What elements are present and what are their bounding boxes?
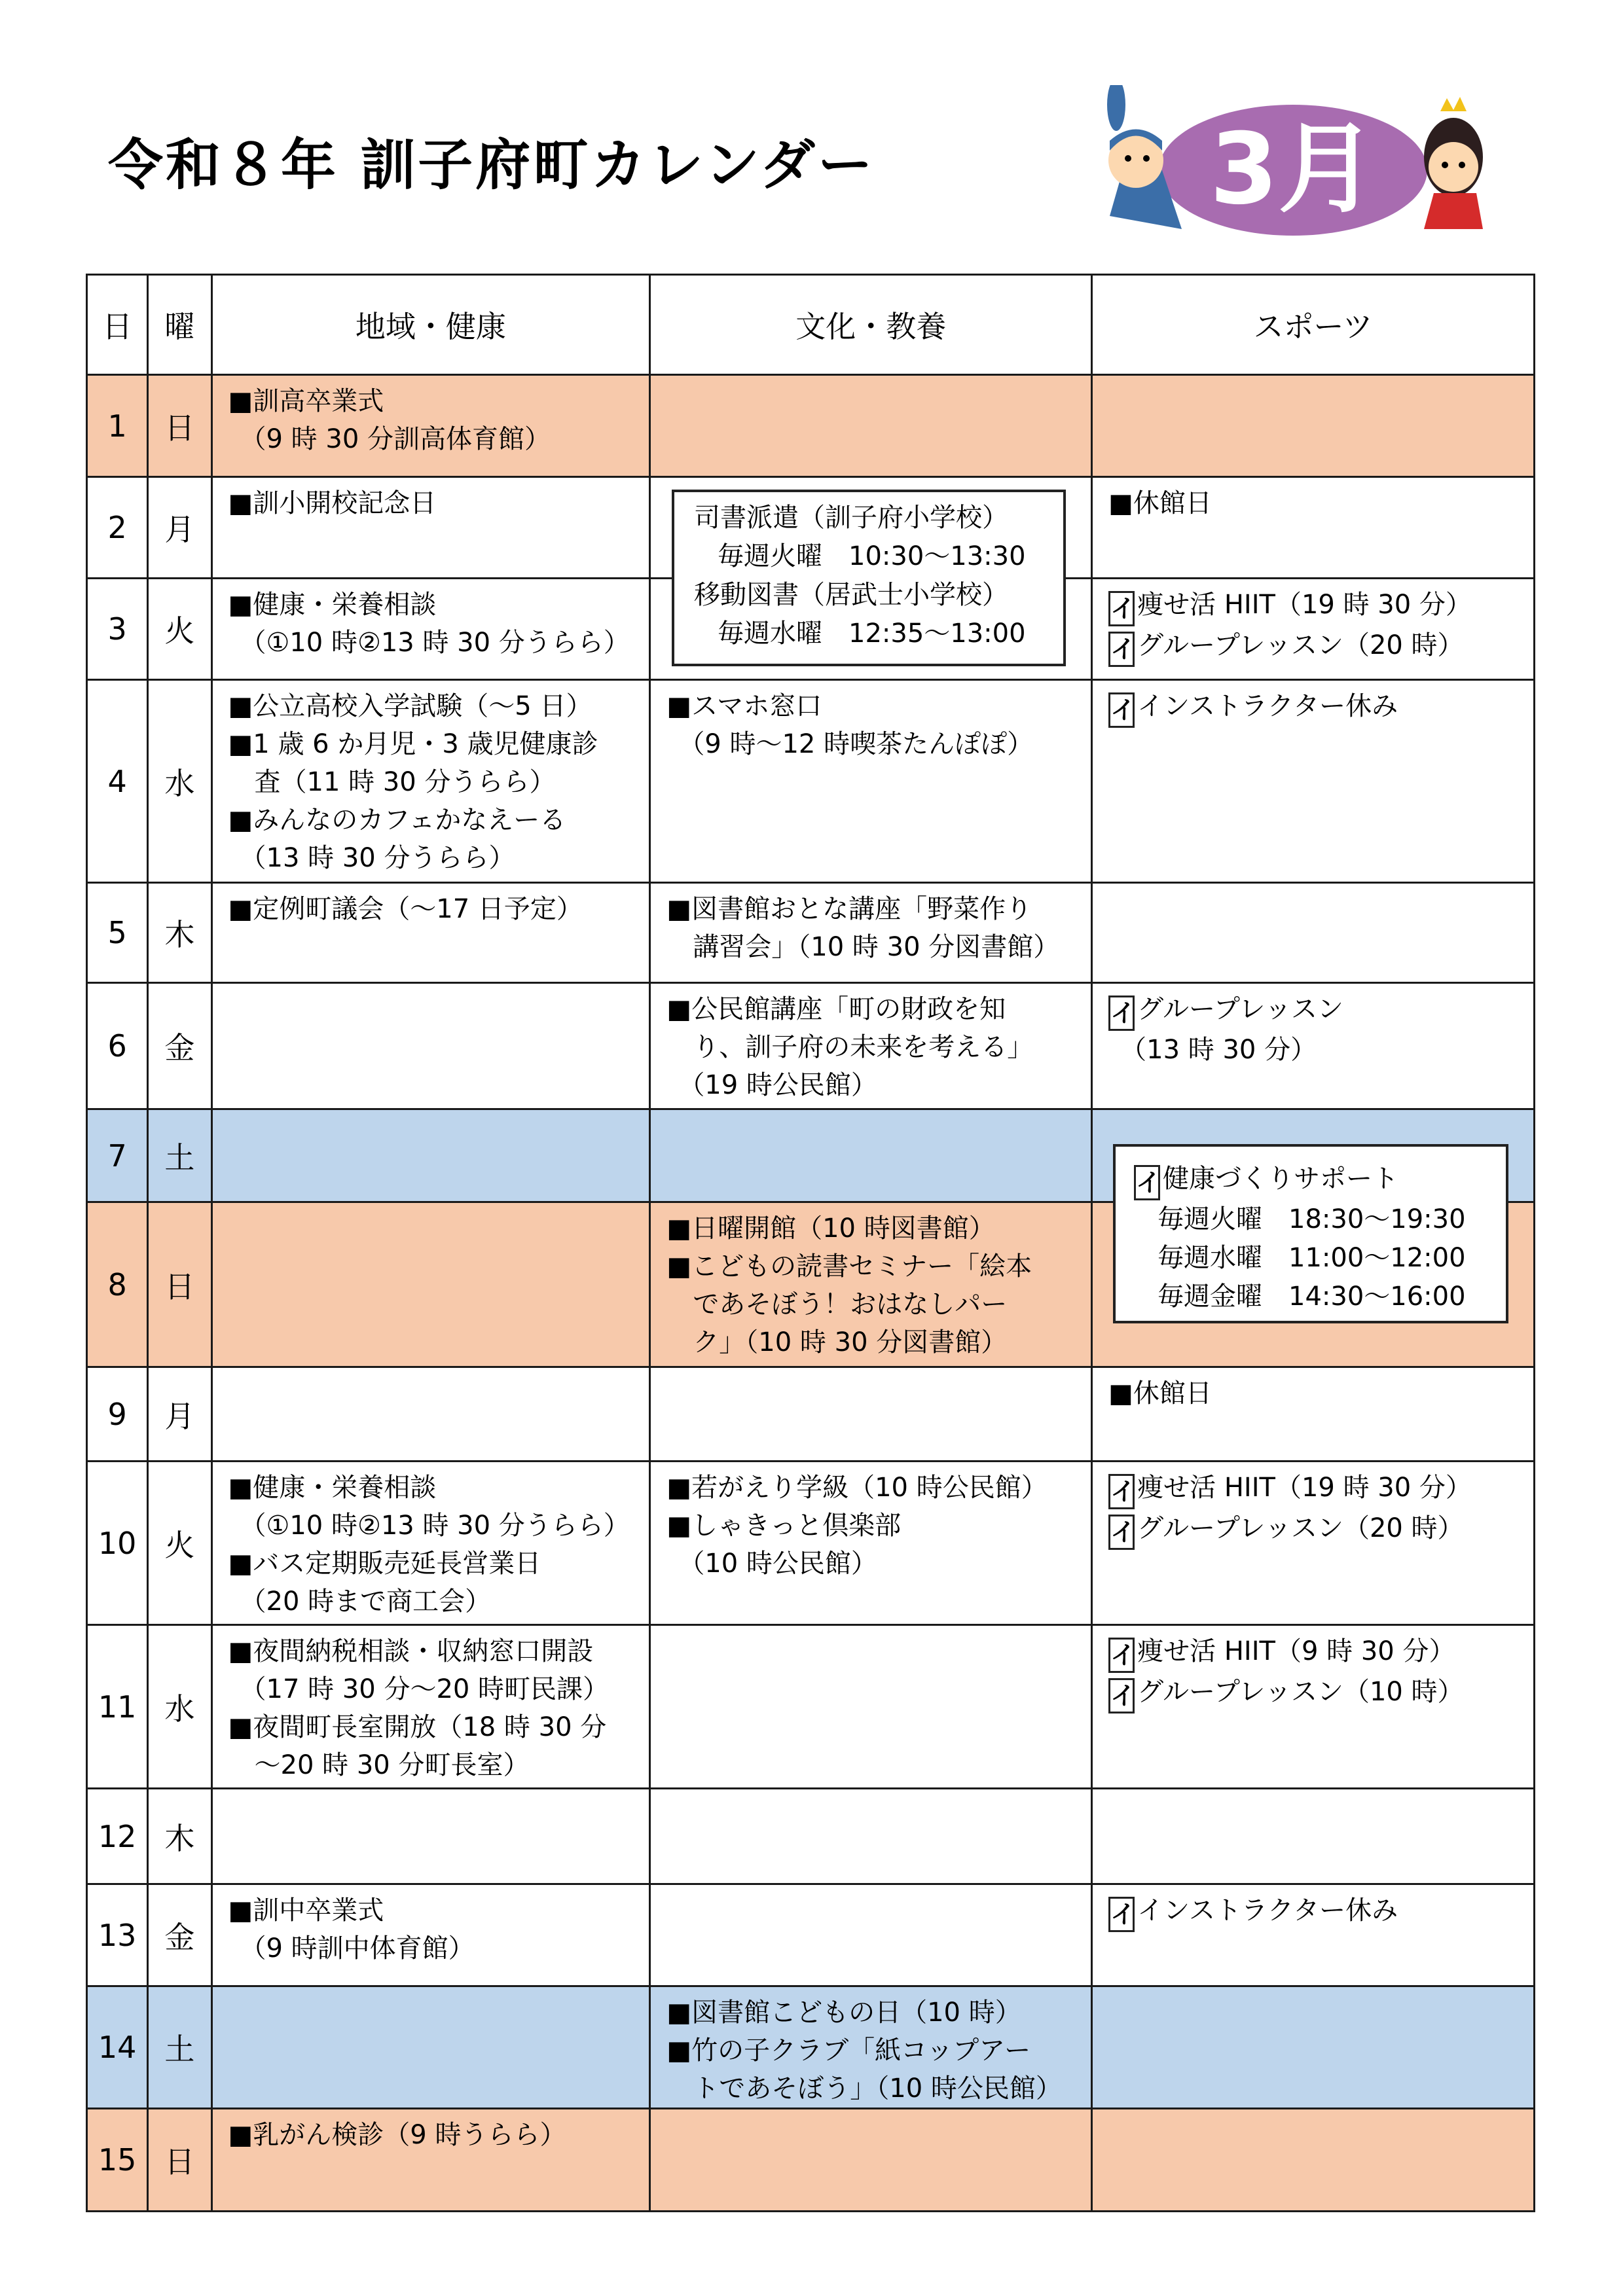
community-cell xyxy=(211,1789,650,1884)
event-text: ■訓中卒業式 xyxy=(228,1895,384,1926)
event-text: ■休館日 xyxy=(1108,1378,1212,1408)
instructor-badge-icon: イ xyxy=(1134,1165,1160,1200)
event-text: 痩せ活 HIIT（19 時 30 分） xyxy=(1137,1473,1472,1503)
day-number: 8 xyxy=(87,1202,148,1367)
event-text: ■乳がん検診（9 時うらら） xyxy=(228,2120,566,2150)
event-detail: であそぼう！おはなしパー xyxy=(693,1289,1008,1319)
sports-cell xyxy=(1092,579,1535,680)
weekday: 土 xyxy=(148,1109,211,1202)
event-text: ■健康・栄養相談 xyxy=(228,590,437,620)
table-row xyxy=(87,1462,1535,1625)
sports-cell xyxy=(1092,1789,1535,1884)
sports-cell xyxy=(1092,680,1535,883)
event-item xyxy=(1108,1469,1524,1509)
library-outreach-callout xyxy=(672,490,1066,666)
event-item xyxy=(228,801,640,877)
community-cell xyxy=(211,1109,650,1202)
culture-cell xyxy=(650,1109,1092,1202)
event-text: ■しゃきっと倶楽部 xyxy=(666,1511,902,1541)
community-cell xyxy=(211,1625,650,1789)
community-cell xyxy=(211,1986,650,2109)
day-number: 6 xyxy=(87,983,148,1109)
day-number: 14 xyxy=(87,1986,148,2109)
event-item xyxy=(1108,586,1524,626)
callout-line: 移動図書（居武士小学校） xyxy=(694,580,1008,610)
event-text: ■休館日 xyxy=(1108,488,1212,518)
event-detail: （17 時 30 分～20 時町民課） xyxy=(240,1674,610,1704)
table-row xyxy=(87,2109,1535,2212)
day-number: 11 xyxy=(87,1625,148,1789)
event-text: グループレッスン（10 時） xyxy=(1137,1677,1464,1707)
event-item xyxy=(228,890,640,928)
instructor-badge-icon: イ xyxy=(1108,1638,1135,1673)
callout-line: 毎週金曜 14:30～16:00 xyxy=(1158,1282,1466,1312)
instructor-badge-icon: イ xyxy=(1108,692,1135,728)
community-cell xyxy=(211,579,650,680)
community-cell xyxy=(211,680,650,883)
event-item xyxy=(666,1210,1082,1247)
event-text: ■こどもの読書セミナー「絵本 xyxy=(666,1251,1032,1282)
header-culture-education: 文化・教養 xyxy=(650,275,1092,375)
event-text: 痩せ活 HIIT（19 時 30 分） xyxy=(1137,590,1472,620)
instructor-badge-icon: イ xyxy=(1108,632,1135,667)
event-item xyxy=(228,1708,640,1784)
community-cell xyxy=(211,883,650,983)
event-text: ■竹の子クラブ「紙コップアー xyxy=(666,2036,1031,2066)
event-detail: （13 時 30 分） xyxy=(1120,1035,1317,1065)
sports-cell xyxy=(1092,983,1535,1109)
event-text: ■健康・栄養相談 xyxy=(228,1473,437,1503)
event-text: ■訓高卒業式 xyxy=(228,386,384,416)
event-item xyxy=(228,2116,640,2154)
month-label: 3月 xyxy=(1209,113,1377,226)
day-number: 15 xyxy=(87,2109,148,2212)
sports-cell xyxy=(1092,1884,1535,1986)
event-item xyxy=(666,1247,1082,1361)
culture-cell xyxy=(650,2109,1092,2212)
community-cell xyxy=(211,1367,650,1462)
weekday: 日 xyxy=(148,1202,211,1367)
event-detail: 講習会」（10 時 30 分図書館） xyxy=(693,932,1060,962)
event-item xyxy=(666,1507,1082,1583)
event-item xyxy=(666,2032,1082,2108)
header-weekday: 曜 xyxy=(148,275,211,375)
day-number: 9 xyxy=(87,1367,148,1462)
event-detail: （9 時 30 分訓高体育館） xyxy=(240,424,551,454)
community-cell xyxy=(211,983,650,1109)
event-text: グループレッスン（20 時） xyxy=(1137,1513,1464,1543)
event-detail: トであそぼう」（10 時公民館） xyxy=(693,2073,1062,2104)
event-text: ■訓小開校記念日 xyxy=(228,488,437,518)
callout-title: 健康づくりサポート xyxy=(1163,1164,1398,1194)
event-item xyxy=(1108,484,1524,522)
callout-line xyxy=(1134,1160,1506,1200)
event-item xyxy=(228,1892,640,1967)
event-text: ■図書館こどもの日（10 時） xyxy=(666,1998,1021,2028)
header-row xyxy=(87,275,1535,375)
sports-cell xyxy=(1092,1625,1535,1789)
event-detail: （①10 時②13 時 30 分うらら） xyxy=(240,1511,630,1541)
callout-line: 毎週火曜 18:30～19:30 xyxy=(1158,1204,1466,1234)
weekday: 水 xyxy=(148,680,211,883)
weekday: 日 xyxy=(148,2109,211,2212)
event-text: ■日曜開館（10 時図書館） xyxy=(666,1213,995,1244)
sports-cell xyxy=(1092,375,1535,477)
weekday: 水 xyxy=(148,1625,211,1789)
day-number: 2 xyxy=(87,477,148,579)
event-item xyxy=(666,1994,1082,2032)
weekday: 金 xyxy=(148,1884,211,1986)
community-cell xyxy=(211,1884,650,1986)
weekday: 土 xyxy=(148,1986,211,2109)
event-item xyxy=(228,484,640,522)
day-number: 12 xyxy=(87,1789,148,1884)
sports-cell xyxy=(1092,477,1535,579)
instructor-badge-icon: イ xyxy=(1108,1897,1135,1932)
event-detail: （20 時まで商工会） xyxy=(240,1587,492,1617)
event-text: ■公民館講座「町の財政を知 xyxy=(666,994,1006,1024)
event-text: ■公立高校入学試験（～5 日） xyxy=(228,691,593,721)
culture-cell xyxy=(650,1202,1092,1367)
header-day: 日 xyxy=(87,275,148,375)
event-detail: （13 時 30 分うらら） xyxy=(240,843,515,873)
event-detail: （9 時訓中体育館） xyxy=(240,1933,475,1964)
female-doll-icon xyxy=(1424,97,1483,229)
callout-line: 毎週水曜 12:35～13:00 xyxy=(718,619,1026,649)
weekday: 月 xyxy=(148,1367,211,1462)
event-detail: ク」（10 時 30 分図書館） xyxy=(693,1327,1008,1357)
table-row xyxy=(87,1367,1535,1462)
sports-cell xyxy=(1092,1367,1535,1462)
community-cell xyxy=(211,375,650,477)
event-text: インストラクター休み xyxy=(1137,691,1398,721)
sports-cell xyxy=(1092,1462,1535,1625)
event-item xyxy=(228,1545,640,1621)
table-row xyxy=(87,1986,1535,2109)
weekday: 木 xyxy=(148,1789,211,1884)
event-text: ■夜間納税相談・収納窓口開設 xyxy=(228,1636,594,1666)
event-text: ■みんなのカフェかなえーる xyxy=(228,805,566,835)
culture-cell xyxy=(650,1789,1092,1884)
weekday: 日 xyxy=(148,375,211,477)
event-item xyxy=(1108,990,1524,1069)
event-detail: （19 時公民館） xyxy=(678,1070,877,1100)
event-item xyxy=(1108,1632,1524,1673)
culture-cell xyxy=(650,1625,1092,1789)
event-text: 痩せ活 HIIT（9 時 30 分） xyxy=(1137,1636,1455,1666)
event-detail: （10 時公民館） xyxy=(678,1549,877,1579)
table-row xyxy=(87,375,1535,477)
instructor-badge-icon: イ xyxy=(1108,1678,1135,1713)
table-row xyxy=(87,1789,1535,1884)
event-item xyxy=(666,687,1082,763)
event-text: ■1 歳 6 か月児・3 歳児健康診 xyxy=(228,729,598,759)
table-row xyxy=(87,883,1535,983)
event-text: ■定例町議会（～17 日予定） xyxy=(228,894,583,924)
table-row xyxy=(87,1884,1535,1986)
event-item xyxy=(228,586,640,662)
culture-cell xyxy=(650,1367,1092,1462)
event-detail: 査（11 時 30 分うらら） xyxy=(254,767,556,797)
event-text: ■夜間町長室開放（18 時 30 分 xyxy=(228,1712,607,1742)
weekday: 木 xyxy=(148,883,211,983)
instructor-badge-icon: イ xyxy=(1108,1474,1135,1509)
header-community-health: 地域・健康 xyxy=(211,275,650,375)
day-number: 3 xyxy=(87,579,148,680)
table-row xyxy=(87,680,1535,883)
event-detail: （①10 時②13 時 30 分うらら） xyxy=(240,628,630,658)
table-row xyxy=(87,983,1535,1109)
culture-cell xyxy=(650,1884,1092,1986)
weekday: 火 xyxy=(148,1462,211,1625)
community-cell xyxy=(211,2109,650,2212)
community-cell xyxy=(211,1462,650,1625)
callout-line: 司書派遣（訓子府小学校） xyxy=(694,503,1008,533)
event-item xyxy=(228,725,640,801)
event-text: ■バス定期販売延長営業日 xyxy=(228,1549,541,1579)
weekday: 金 xyxy=(148,983,211,1109)
weekday: 月 xyxy=(148,477,211,579)
event-text: ■図書館おとな講座「野菜作り xyxy=(666,894,1032,924)
day-number: 4 xyxy=(87,680,148,883)
culture-cell xyxy=(650,983,1092,1109)
sports-cell xyxy=(1092,883,1535,983)
instructor-badge-icon: イ xyxy=(1108,591,1135,626)
day-number: 5 xyxy=(87,883,148,983)
callout-line: 毎週火曜 10:30～13:30 xyxy=(718,541,1026,571)
event-item xyxy=(666,990,1082,1104)
day-number: 7 xyxy=(87,1109,148,1202)
event-item xyxy=(666,1469,1082,1507)
month-badge-illustration xyxy=(1090,85,1496,249)
culture-cell xyxy=(650,1462,1092,1625)
culture-cell xyxy=(650,375,1092,477)
header-sports: スポーツ xyxy=(1092,275,1535,375)
event-text: ■若がえり学級（10 時公民館） xyxy=(666,1473,1048,1503)
health-support-callout xyxy=(1113,1144,1508,1323)
community-cell xyxy=(211,1202,650,1367)
event-text: グループレッスン（20 時） xyxy=(1137,630,1464,660)
culture-cell xyxy=(650,883,1092,983)
event-item xyxy=(1108,1374,1524,1412)
event-detail: ～20 時 30 分町長室） xyxy=(254,1750,530,1780)
event-item xyxy=(1108,1892,1524,1932)
day-number: 1 xyxy=(87,375,148,477)
event-text: インストラクター休み xyxy=(1137,1895,1398,1926)
event-item xyxy=(228,687,640,725)
culture-cell xyxy=(650,680,1092,883)
event-item xyxy=(1108,1509,1524,1550)
event-text: グループレッスン xyxy=(1137,994,1343,1024)
instructor-badge-icon: イ xyxy=(1108,1515,1135,1550)
sports-cell xyxy=(1092,1986,1535,2109)
day-number: 10 xyxy=(87,1462,148,1625)
event-item xyxy=(1108,1673,1524,1713)
day-number: 13 xyxy=(87,1884,148,1986)
event-item xyxy=(666,890,1082,966)
sports-cell xyxy=(1092,2109,1535,2212)
callout-line: 毎週水曜 11:00～12:00 xyxy=(1158,1243,1466,1273)
community-cell xyxy=(211,477,650,579)
instructor-badge-icon: イ xyxy=(1108,996,1135,1031)
event-detail: （9 時～12 時喫茶たんぽぽ） xyxy=(678,729,1034,759)
event-text: ■スマホ窓口 xyxy=(666,691,822,721)
event-item xyxy=(228,1632,640,1708)
page-title: 令和８年 訓子府町カレンダー xyxy=(108,133,875,197)
event-item xyxy=(1108,626,1524,667)
event-item xyxy=(228,1469,640,1545)
weekday: 火 xyxy=(148,579,211,680)
culture-cell xyxy=(650,1986,1092,2109)
table-row xyxy=(87,1625,1535,1789)
event-item xyxy=(1108,687,1524,728)
event-item xyxy=(228,382,640,458)
event-detail: り、訓子府の未来を考える」 xyxy=(693,1032,1034,1062)
